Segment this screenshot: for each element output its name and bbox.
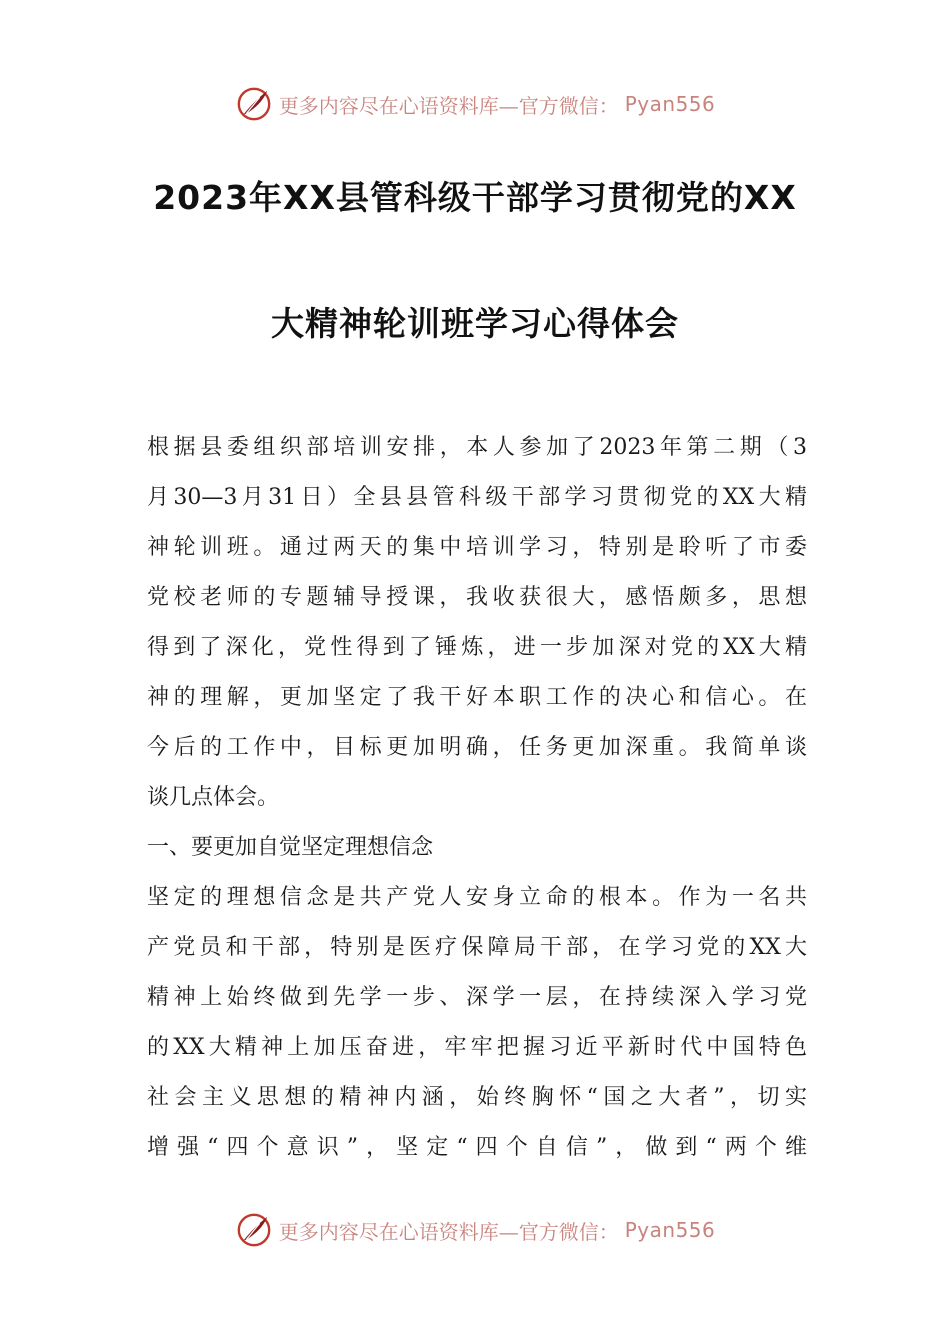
body-line: 今后的工作中，目标更加明确，任务更加深重。我简单谈 <box>147 735 807 760</box>
document-title-line-2: 大精神轮训班学习心得体会 <box>271 304 679 343</box>
header-watermark <box>0 82 950 126</box>
body-line: 神的理解，更加坚定了我干好本职工作的决心和信心。在 <box>147 685 807 710</box>
body-line: 精神上始终做到先学一步、深学一层，在持续深入学习党 <box>147 985 807 1010</box>
watermark-handle: Pyan556 <box>624 92 716 116</box>
body-line: 增强“四个意识”，坚定“四个自信”，做到“两个维 <box>147 1135 807 1160</box>
footer-watermark <box>0 1208 950 1252</box>
watermark-text: 更多内容尽在心语资料库—官方微信： <box>278 93 619 118</box>
body-line: 社会主义思想的精神内涵，始终胸怀“国之大者”，切实 <box>147 1085 807 1110</box>
document-body <box>147 423 807 1173</box>
body-line: 产党员和干部，特别是医疗保障局干部，在学习党的XX大 <box>147 935 807 960</box>
body-line: 神轮训班。通过两天的集中培训学习，特别是聆听了市委 <box>147 535 807 560</box>
quill-logo-icon <box>235 1211 273 1249</box>
watermark-handle: Pyan556 <box>624 1218 716 1242</box>
section-heading: 一、要更加自觉坚定理想信念 <box>147 835 434 860</box>
body-line: 根据县委组织部培训安排，本人参加了2023年第二期（3 <box>147 435 807 460</box>
body-line: 谈几点体会。 <box>147 785 280 810</box>
document-title-line-1: 2023年XX县管科级干部学习贯彻党的XX <box>153 178 797 217</box>
watermark-text: 更多内容尽在心语资料库—官方微信： <box>278 1219 619 1244</box>
body-line: 月30—3月31日）全县县管科级干部学习贯彻党的XX大精 <box>147 485 807 510</box>
body-line: 得到了深化，党性得到了锤炼，进一步加深对党的XX大精 <box>147 635 807 660</box>
quill-logo-icon <box>235 85 273 123</box>
body-line: 的XX大精神上加压奋进，牢牢把握习近平新时代中国特色 <box>147 1035 807 1060</box>
body-line: 党校老师的专题辅导授课，我收获很大，感悟颇多，思想 <box>147 585 807 610</box>
body-line: 坚定的理想信念是共产党人安身立命的根本。作为一名共 <box>147 885 807 910</box>
